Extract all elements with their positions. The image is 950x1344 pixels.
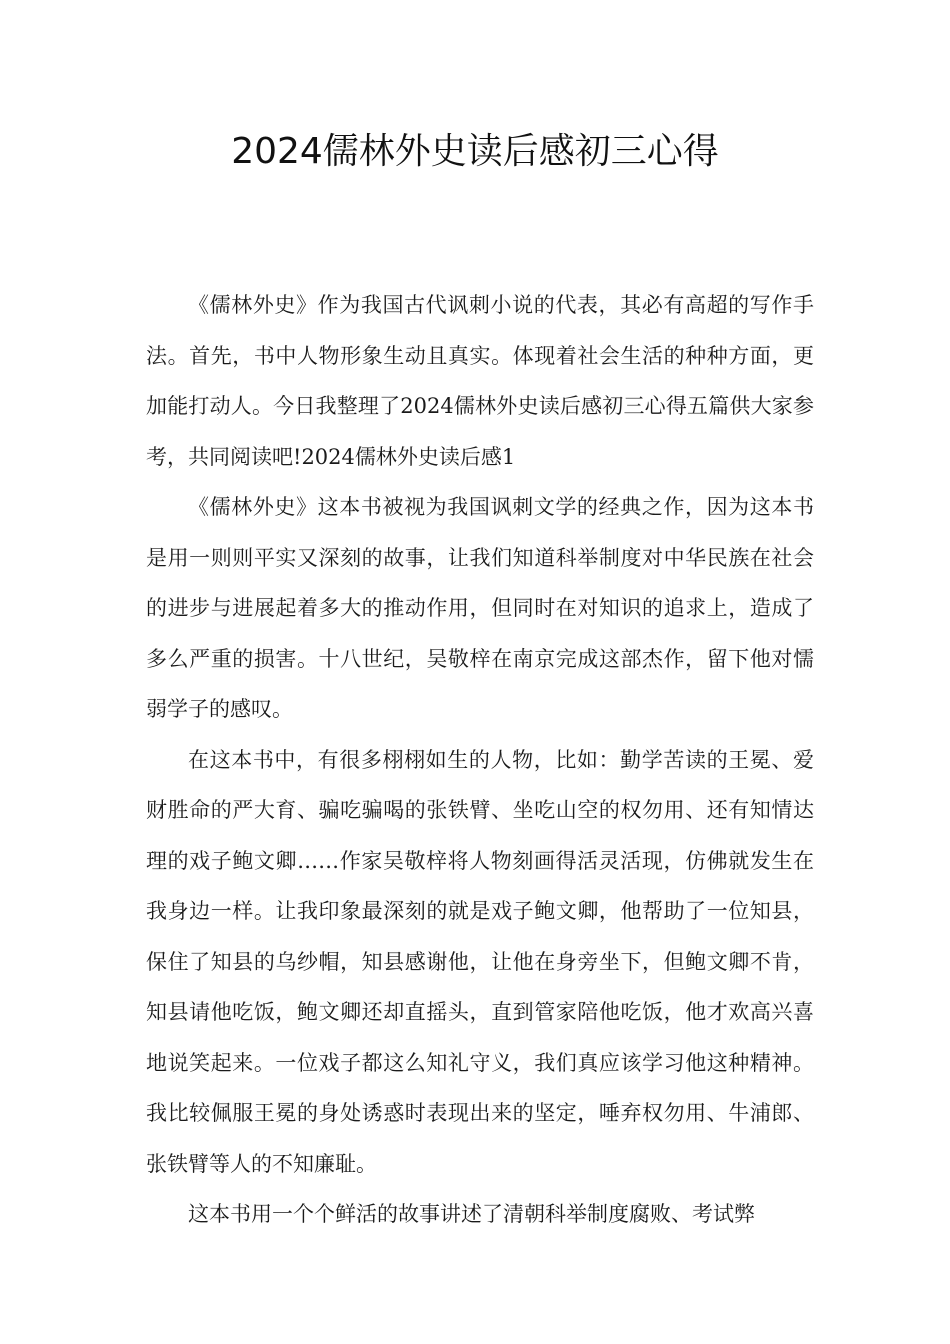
paragraph-intro: 《儒林外史》作为我国古代讽刺小说的代表，其必有高超的写作手法。首先，书中人物形象生动且真实。体现着社会生活的种种方面，更加能打动人。今日我整理了2024儒林外史读后感初三心得五篇供大家参考，共同阅读吧!2024儒林外史读后感1: [146, 293, 814, 469]
document-body: [146, 280, 814, 1240]
paragraph-3: 在这本书中，有很多栩栩如生的人物，比如：勤学苦读的王冕、爱财胜命的严大育、骗吃骗喝的张铁臂、坐吃山空的权勿用、还有知情达理的戏子鲍文卿……作家吴敬梓将人物刻画得活灵活现，仿佛就发生在我身边一样。让我印象最深刻的就是戏子鲍文卿，他帮助了一位知县，保住了知县的乌纱帽，知县感谢他，让他在身旁坐下，但鲍文卿不肯，知县请他吃饭，鲍文卿还却直摇头，直到管家陪他吃饭，他才欢高兴喜地说笑起来。一位戏子都这么知礼守义，我们真应该学习他这种精神。我比较佩服王冕的身处诱惑时表现出来的坚定，唾弃权勿用、牛浦郎、张铁臂等人的不知廉耻。: [146, 747, 814, 1176]
paragraph-4: 这本书用一个个鲜活的故事讲述了清朝科举制度腐败、考试弊: [188, 1202, 755, 1226]
document-title: 2024儒林外史读后感初三心得: [231, 131, 719, 172]
paragraph-2: 《儒林外史》这本书被视为我国讽刺文学的经典之作，因为这本书是用一则则平实又深刻的故事，让我们知道科举制度对中华民族在社会的进步与进展起着多大的推动作用，但同时在对知识的追求上，造成了多么严重的损害。十八世纪，吴敬梓在南京完成这部杰作，留下他对懦弱学子的感叹。: [146, 495, 814, 721]
